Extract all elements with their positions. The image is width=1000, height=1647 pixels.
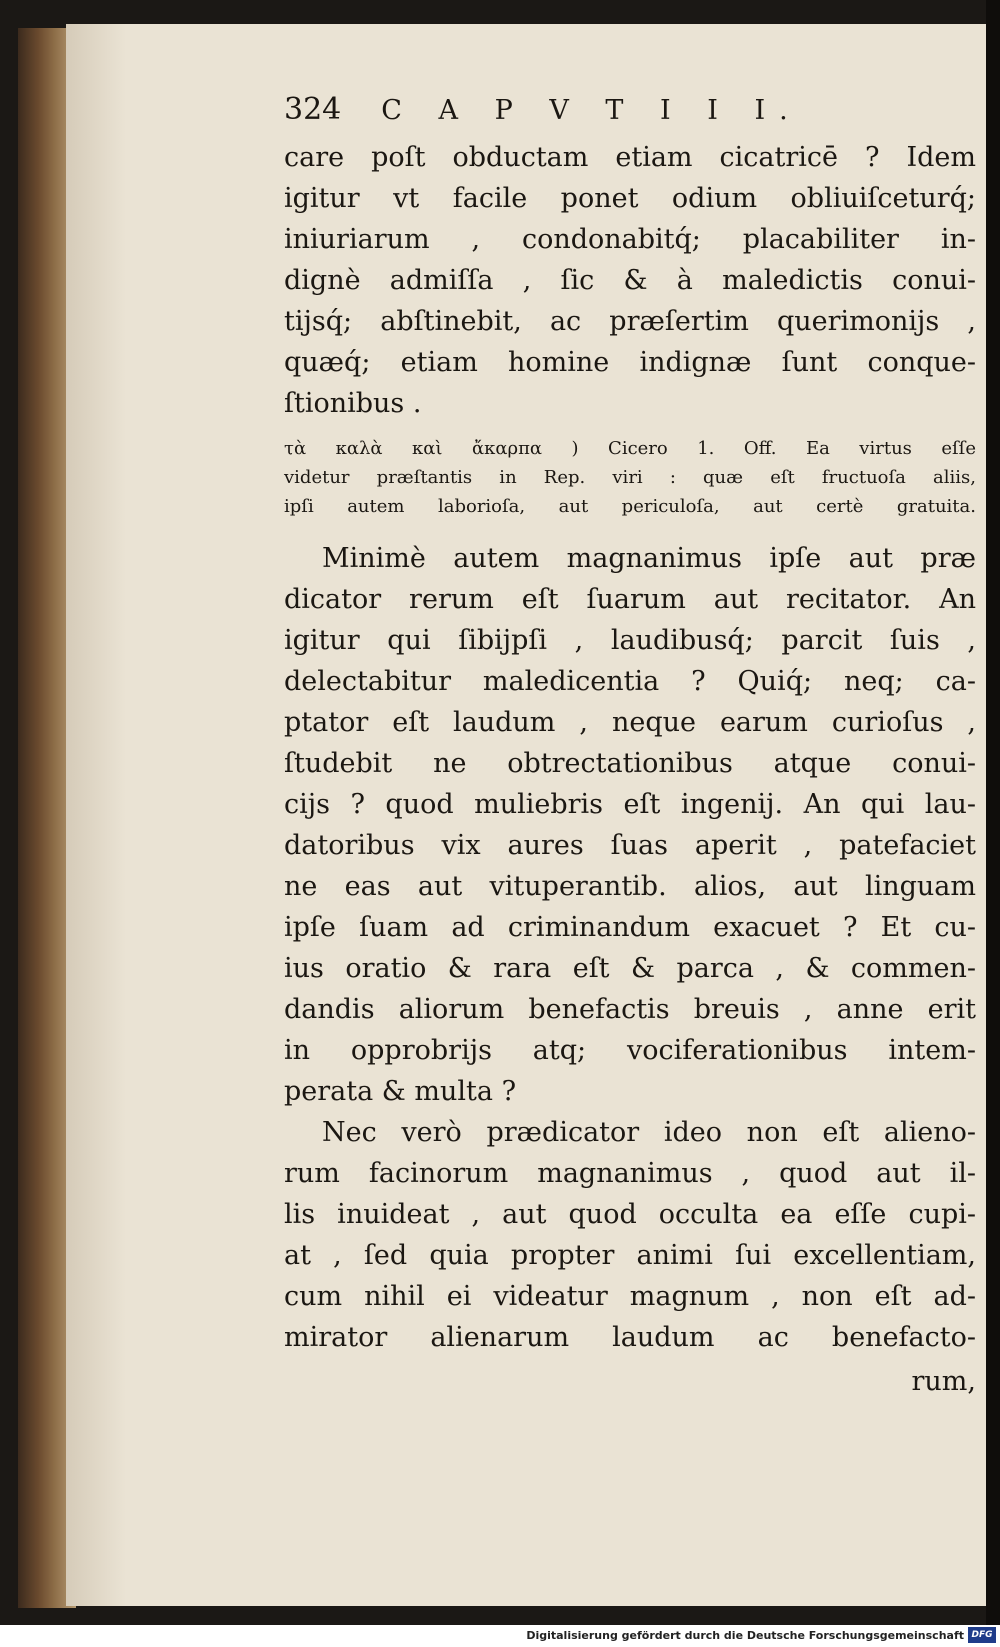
text-line: perata & multa ?	[284, 1076, 517, 1107]
text-line: mirator alienarum laudum ac benefacto-	[284, 1322, 976, 1353]
text-line: at , ſed quia propter animi ſui excellentiam,	[284, 1240, 976, 1271]
note-line: videtur præſtantis in Rep. viri : quæ eſt fructuoſa aliis,	[284, 467, 976, 488]
text-line: lis inuideat , aut quod occulta ea eſſe cupi-	[284, 1199, 976, 1230]
text-line: ptator eſt laudum , neque earum curioſus ,	[284, 707, 976, 738]
note-line: τὰ καλὰ καὶ ἄκαρπα ) Cicero 1. Off. Ea virtus eſſe	[284, 438, 976, 459]
text-line: ſtionibus .	[284, 388, 422, 419]
text-line: iniuriarum , condonabitq́; placabiliter in-	[284, 224, 976, 255]
note-line: ipſi autem laborioſa, aut periculoſa, aut certè gratuita.	[284, 496, 976, 517]
text-line: Minimè autem magnanimus ipſe aut præ	[322, 543, 976, 574]
running-head	[284, 92, 802, 127]
text-line: dandis aliorum benefactis breuis , anne erit	[284, 994, 976, 1025]
text-line: ipſe ſuam ad criminandum exacuet ? Et cu-	[284, 912, 976, 943]
text-line: Nec verò prædicator ideo non eſt alieno-	[322, 1117, 976, 1148]
dfg-logo: DFG	[968, 1627, 996, 1643]
text-line: igitur qui ſibijpſi , laudibusq́; parcit ſuis ,	[284, 625, 976, 656]
text-line: delectabitur maledicentia ? Quiq́; neq; ca-	[284, 666, 976, 697]
text-line: rum facinorum magnanimus , quod aut il-	[284, 1158, 976, 1189]
digitization-credit: Digitalisierung gefördert durch die Deutsche Forschungsgemeinschaft	[526, 1629, 964, 1642]
text-line: tijsq́; abſtinebit, ac præſertim querimonijs ,	[284, 306, 976, 337]
catchword: rum,	[911, 1366, 976, 1397]
text-line: ſtudebit ne obtrectationibus atque conui-	[284, 748, 976, 779]
text-line: ius oratio & rara eſt & parca , & commen-	[284, 953, 976, 984]
text-line: cum nihil ei videatur magnum , non eſt ad-	[284, 1281, 976, 1312]
text-line: quæq́; etiam homine indignæ ſunt conque-	[284, 347, 976, 378]
text-line: ne eas aut vituperantib. alios, aut linguam	[284, 871, 976, 902]
text-line: igitur vt facile ponet odium obliuiſceturq́;	[284, 183, 976, 214]
text-line: in opprobrijs atq; vociferationibus intem-	[284, 1035, 976, 1066]
text-line: dicator rerum eſt ſuarum aut recitator. An	[284, 584, 976, 615]
text-line: cijs ? quod muliebris eſt ingenij. An qui lau-	[284, 789, 976, 820]
right-scan-edge	[986, 0, 1000, 1647]
chapter-heading: C A P V T I I I.	[381, 95, 802, 126]
text-line: care poſt obductam etiam cicatricē ? Idem	[284, 142, 976, 173]
text-line: dignè admiſſa , ſic & à maledictis conui-	[284, 265, 976, 296]
text-line: datoribus vix aures ſuas aperit , patefaciet	[284, 830, 976, 861]
page-number: 324	[284, 92, 342, 127]
